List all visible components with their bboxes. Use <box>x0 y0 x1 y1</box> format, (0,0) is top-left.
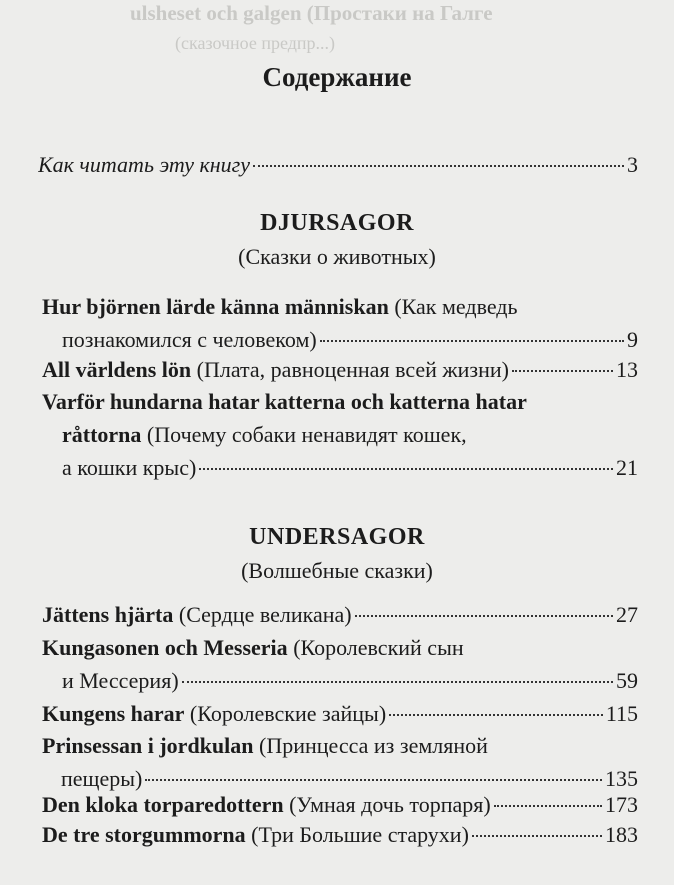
entry-title-swedish: All världens lön <box>42 357 192 382</box>
section-heading-undersagor <box>0 520 674 588</box>
section-heading-djursagor <box>0 206 674 274</box>
page-number: 59 <box>616 668 638 693</box>
entry-title-russian: (Почему собаки ненавидят кошек, <box>146 422 467 447</box>
toc-entry[interactable] <box>42 290 638 356</box>
toc-entry[interactable] <box>42 697 638 730</box>
entry-title-swedish: Jättens hjärta <box>42 602 174 627</box>
toc-entry[interactable] <box>42 385 638 484</box>
entry-title-russian-cont: а кошки крыс) <box>62 455 197 480</box>
toc-entry[interactable] <box>42 353 638 386</box>
section-subtitle: (Сказки о животных) <box>238 244 436 269</box>
toc-entry[interactable] <box>42 788 638 821</box>
leader-dots <box>182 681 613 683</box>
entry-title-russian-cont: познакомился с человеком) <box>62 327 317 352</box>
page-number: 13 <box>616 357 638 382</box>
entry-title-russian: (Плата, равноценная всей жизни) <box>196 357 509 382</box>
entry-title-russian: (Сердце великана) <box>178 602 352 627</box>
toc-entry[interactable] <box>42 729 638 795</box>
bleed-line-1: ulsheset och galgen (Простаки на Галге <box>130 1 493 25</box>
entry-title-swedish: Prinsessan i jordkulan <box>42 733 254 758</box>
page-number: 21 <box>616 455 638 480</box>
toc-intro-label: Как читать эту книгу <box>38 152 251 177</box>
entry-title-swedish: Den kloka torparedottern <box>42 792 284 817</box>
bleed-line-2: (сказочное предпр...) <box>175 33 336 53</box>
page-number: 135 <box>605 766 638 791</box>
page-number: 173 <box>605 792 638 817</box>
entry-title-russian: (Умная дочь торпаря) <box>289 792 491 817</box>
entry-title-swedish: Hur björnen lärde känna människan <box>42 294 389 319</box>
section-title: UNDERSAGOR <box>249 524 425 550</box>
section-subtitle: (Волшебные сказки) <box>241 558 433 583</box>
leader-dots <box>472 835 602 837</box>
toc-entry-intro[interactable] <box>38 148 638 181</box>
page-title: Содержание <box>262 62 412 92</box>
toc-entry[interactable] <box>42 598 638 631</box>
entry-title-swedish-cont: råttorna <box>62 422 142 447</box>
entry-title-swedish: Kungens harar <box>42 701 185 726</box>
entry-title-russian: (Принцесса из земляной <box>259 733 488 758</box>
entry-title-swedish: De tre storgummorna <box>42 822 246 847</box>
leader-dots <box>199 468 613 470</box>
page-number: 9 <box>627 327 638 352</box>
entry-title-russian-cont: пещеры) <box>61 766 143 791</box>
leader-dots <box>320 340 624 342</box>
toc-entry[interactable] <box>42 818 638 851</box>
entry-title-swedish: Kungasonen och Messeria <box>42 635 288 660</box>
toc-entry[interactable] <box>42 631 638 697</box>
bleed-through-text <box>130 0 650 58</box>
page-number: 3 <box>627 152 638 177</box>
page-number: 27 <box>616 602 638 627</box>
entry-title-russian-cont: и Мессерия) <box>62 668 179 693</box>
entry-title-russian: (Королевские зайцы) <box>189 701 387 726</box>
leader-dots <box>389 714 603 716</box>
entry-title-swedish: Varför hundarna hatar katterna och katterna hatar <box>42 389 527 414</box>
entry-title-russian: (Королевский сын <box>293 635 464 660</box>
leader-dots <box>494 805 602 807</box>
leader-dots <box>145 779 602 781</box>
entry-title-russian: (Три Большие старухи) <box>251 822 469 847</box>
leader-dots <box>512 370 613 372</box>
leader-dots <box>253 165 624 167</box>
leader-dots <box>355 615 613 617</box>
page-number: 183 <box>605 822 638 847</box>
entry-title-russian: (Как медведь <box>394 294 518 319</box>
section-title: DJURSAGOR <box>260 210 414 236</box>
page-number: 115 <box>605 701 638 726</box>
